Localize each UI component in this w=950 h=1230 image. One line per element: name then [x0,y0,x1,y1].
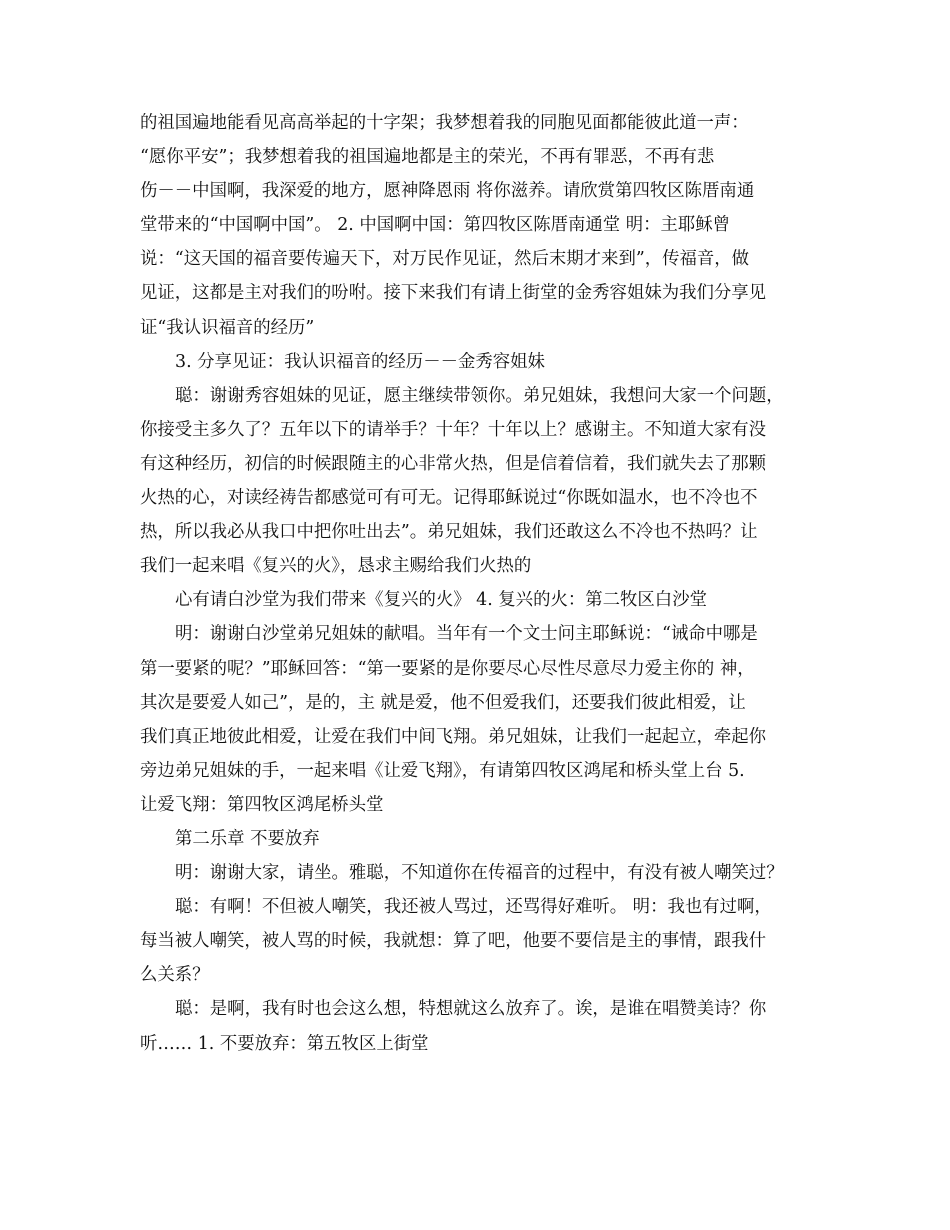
document-body [140,106,820,1061]
text-line: 我们一起来唱《复兴的火》，恳求主赐给我们火热的 [140,556,532,577]
text-line: 聪：是啊，我有时也会这么想，特想就这么放弃了。诶，是谁在唱赞美诗？你 [175,999,767,1020]
text-line: 听…… 1. 不要放弃：第五牧区上街堂 [140,1033,429,1054]
text-line: 热，所以我必从我口中把你吐出去”。弟兄姐妹，我们还敢这么不冷也不热吗？让 [140,522,758,543]
text-line: 堂带来的“中国啊中国”。 2. 中国啊中国：第四牧区陈厝南通堂 明：主耶稣曾 [140,215,731,236]
text-line: 我们真正地彼此相爱，让爱在我们中间飞翔。弟兄姐妹，让我们一起起立，牵起你 [140,726,767,747]
text-line: 让爱飞翔：第四牧区鸿尾桥头堂 [140,794,384,815]
text-line: 你接受主多久了？五年以下的请举手？十年？十年以上？感谢主。不知道大家有没 [140,419,767,440]
text-line: 的祖国遍地能看见高高举起的十字架；我梦想着我的同胞见面都能彼此道一声： [140,113,749,133]
section-heading: 第二乐章 不要放弃 [175,828,320,849]
text-line: 其次是要爱人如己”，是的，主 就是爱，他不但爱我们，还要我们彼此相爱，让 [140,692,746,713]
text-line: 么关系？ [140,965,210,986]
text-line: 伤－－中国啊，我深爱的地方，愿神降恩雨 将你滋养。请欣赏第四牧区陈厝南通 [140,181,755,202]
text-line: “愿你平安”；我梦想着我的祖国遍地都是主的荣光，不再有罪恶，不再有悲 [140,147,715,168]
text-line: 每当被人嘲笑，被人骂的时候，我就想：算了吧，他要不要信是主的事情，跟我什 [140,931,767,952]
text-line: 明：谢谢白沙堂弟兄姐妹的献唱。当年有一个文士问主耶稣说：“诫命中哪是 [175,624,758,645]
text-line: 火热的心，对读经祷告都感觉可有可无。记得耶稣说过“你既如温水，也不冷也不 [140,488,758,509]
text-line: 第一要紧的呢？”耶稣回答：“第一要紧的是你要尽心尽性尽意尽力爱主你的 神， [140,658,755,679]
text-line: 有这种经历，初信的时候跟随主的心非常火热，但是信着信着，我们就失去了那颗 [140,453,767,474]
text-line: 3. 分享见证：我认识福音的经历－－金秀容姐妹 [175,351,545,372]
text-line: 聪：谢谢秀容姐妹的见证，愿主继续带领你。弟兄姐妹，我想问大家一个问题， [175,385,784,406]
text-line: 明：谢谢大家，请坐。雅聪，不知道你在传福音的过程中，有没有被人嘲笑过？ [175,863,784,884]
text-line: 见证，这都是主对我们的吩咐。接下来我们有请上街堂的金秀容姐妹为我们分享见 [140,283,767,304]
text-line: 心有请白沙堂为我们带来《复兴的火》 4. 复兴的火：第二牧区白沙堂 [175,590,707,611]
text-line: 旁边弟兄姐妹的手，一起来唱《让爱飞翔》，有请第四牧区鸿尾和桥头堂上台 5. [140,760,745,781]
text-line: 说：“这天国的福音要传遍天下，对万民作见证，然后末期才来到”，传福音，做 [140,249,750,270]
text-line: 聪：有啊！不但被人嘲笑，我还被人骂过，还骂得好难听。 明：我也有过啊， [175,897,772,918]
text-line: 证“我认识福音的经历” [140,317,315,338]
